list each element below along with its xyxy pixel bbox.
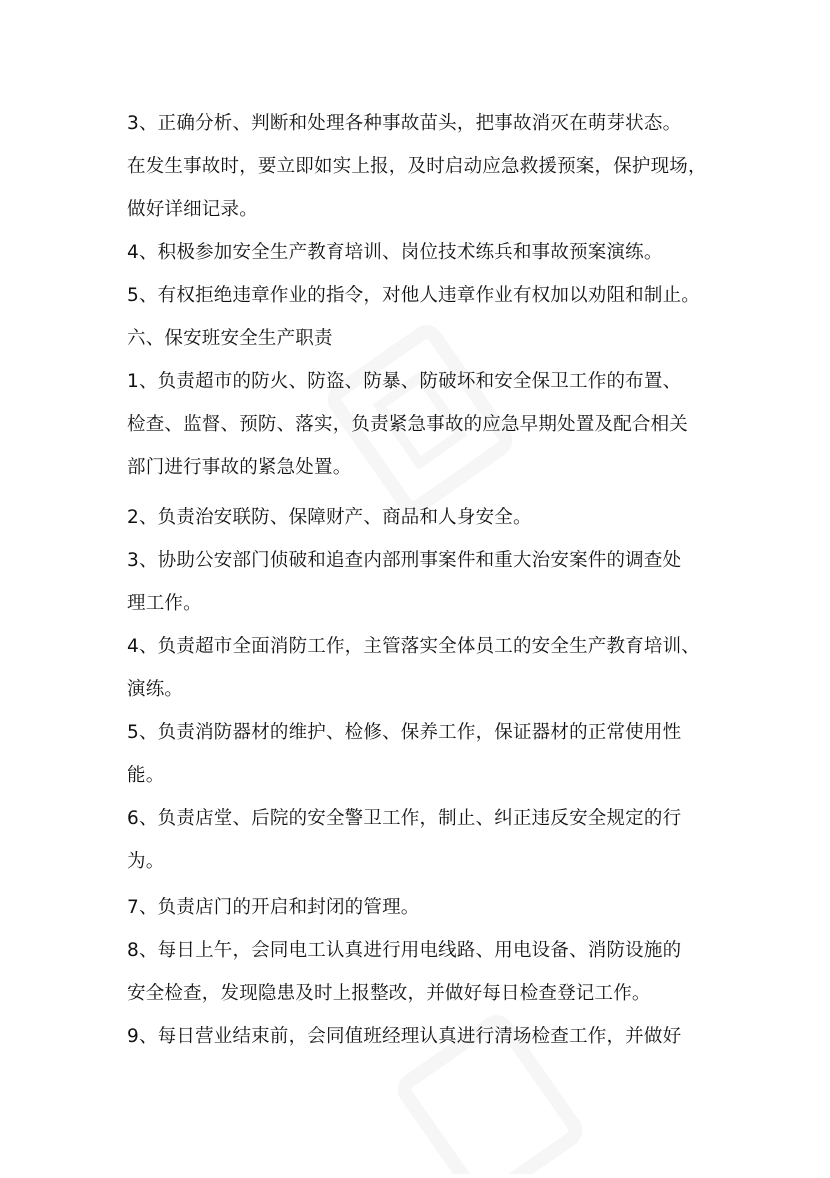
text-line-14: 演练。 bbox=[127, 679, 184, 700]
text-line-3: 做好详细记录。 bbox=[127, 199, 258, 220]
text-line-8: 检查、监督、预防、落实，负责紧急事故的应急早期处置及配合相关 bbox=[127, 414, 689, 435]
section-heading: 六、保安班安全生产职责 bbox=[127, 328, 333, 349]
text-line-5: 5、有权拒绝违章作业的指令，对他人违章作业有权加以劝阻和制止。 bbox=[127, 285, 700, 306]
text-line-9: 部门进行事故的紧急处置。 bbox=[127, 457, 352, 478]
text-line-4: 4、积极参加安全生产教育培训、岗位技术练兵和事故预案演练。 bbox=[127, 242, 663, 263]
text-line-7: 1、负责超市的防火、防盗、防暴、防破坏和安全保卫工作的布置、 bbox=[127, 371, 682, 392]
text-line-19: 7、负责店门的开启和封闭的管理。 bbox=[127, 897, 420, 918]
text-line-22: 9、每日营业结束前，会同值班经理认真进行清场检查工作，并做好 bbox=[127, 1026, 682, 1047]
text-line-10: 2、负责治安联防、保障财产、商品和人身安全。 bbox=[127, 507, 532, 528]
text-line-18: 为。 bbox=[127, 851, 165, 872]
text-line-15: 5、负责消防器材的维护、检修、保养工作，保证器材的正常使用性 bbox=[127, 722, 682, 743]
text-line-21: 安全检查，发现隐患及时上报整改，并做好每日检查登记工作。 bbox=[127, 983, 651, 1004]
text-line-13: 4、负责超市全面消防工作，主管落实全体员工的安全生产教育培训、 bbox=[127, 636, 700, 657]
text-line-2: 在发生事故时，要立即如实上报，及时启动应急救援预案，保护现场， bbox=[127, 156, 707, 177]
text-line-17: 6、负责店堂、后院的安全警卫工作，制止、纠正违反安全规定的行 bbox=[127, 808, 682, 829]
text-line-1: 3、正确分析、判断和处理各种事故苗头，把事故消灭在萌芽状态。 bbox=[127, 113, 682, 134]
text-line-16: 能。 bbox=[127, 765, 165, 786]
text-line-20: 8、每日上午，会同电工认真进行用电线路、用电设备、消防设施的 bbox=[127, 940, 682, 961]
text-line-12: 理工作。 bbox=[127, 593, 202, 614]
text-line-11: 3、协助公安部门侦破和追查内部刑事案件和重大治安案件的调查处 bbox=[127, 550, 682, 571]
